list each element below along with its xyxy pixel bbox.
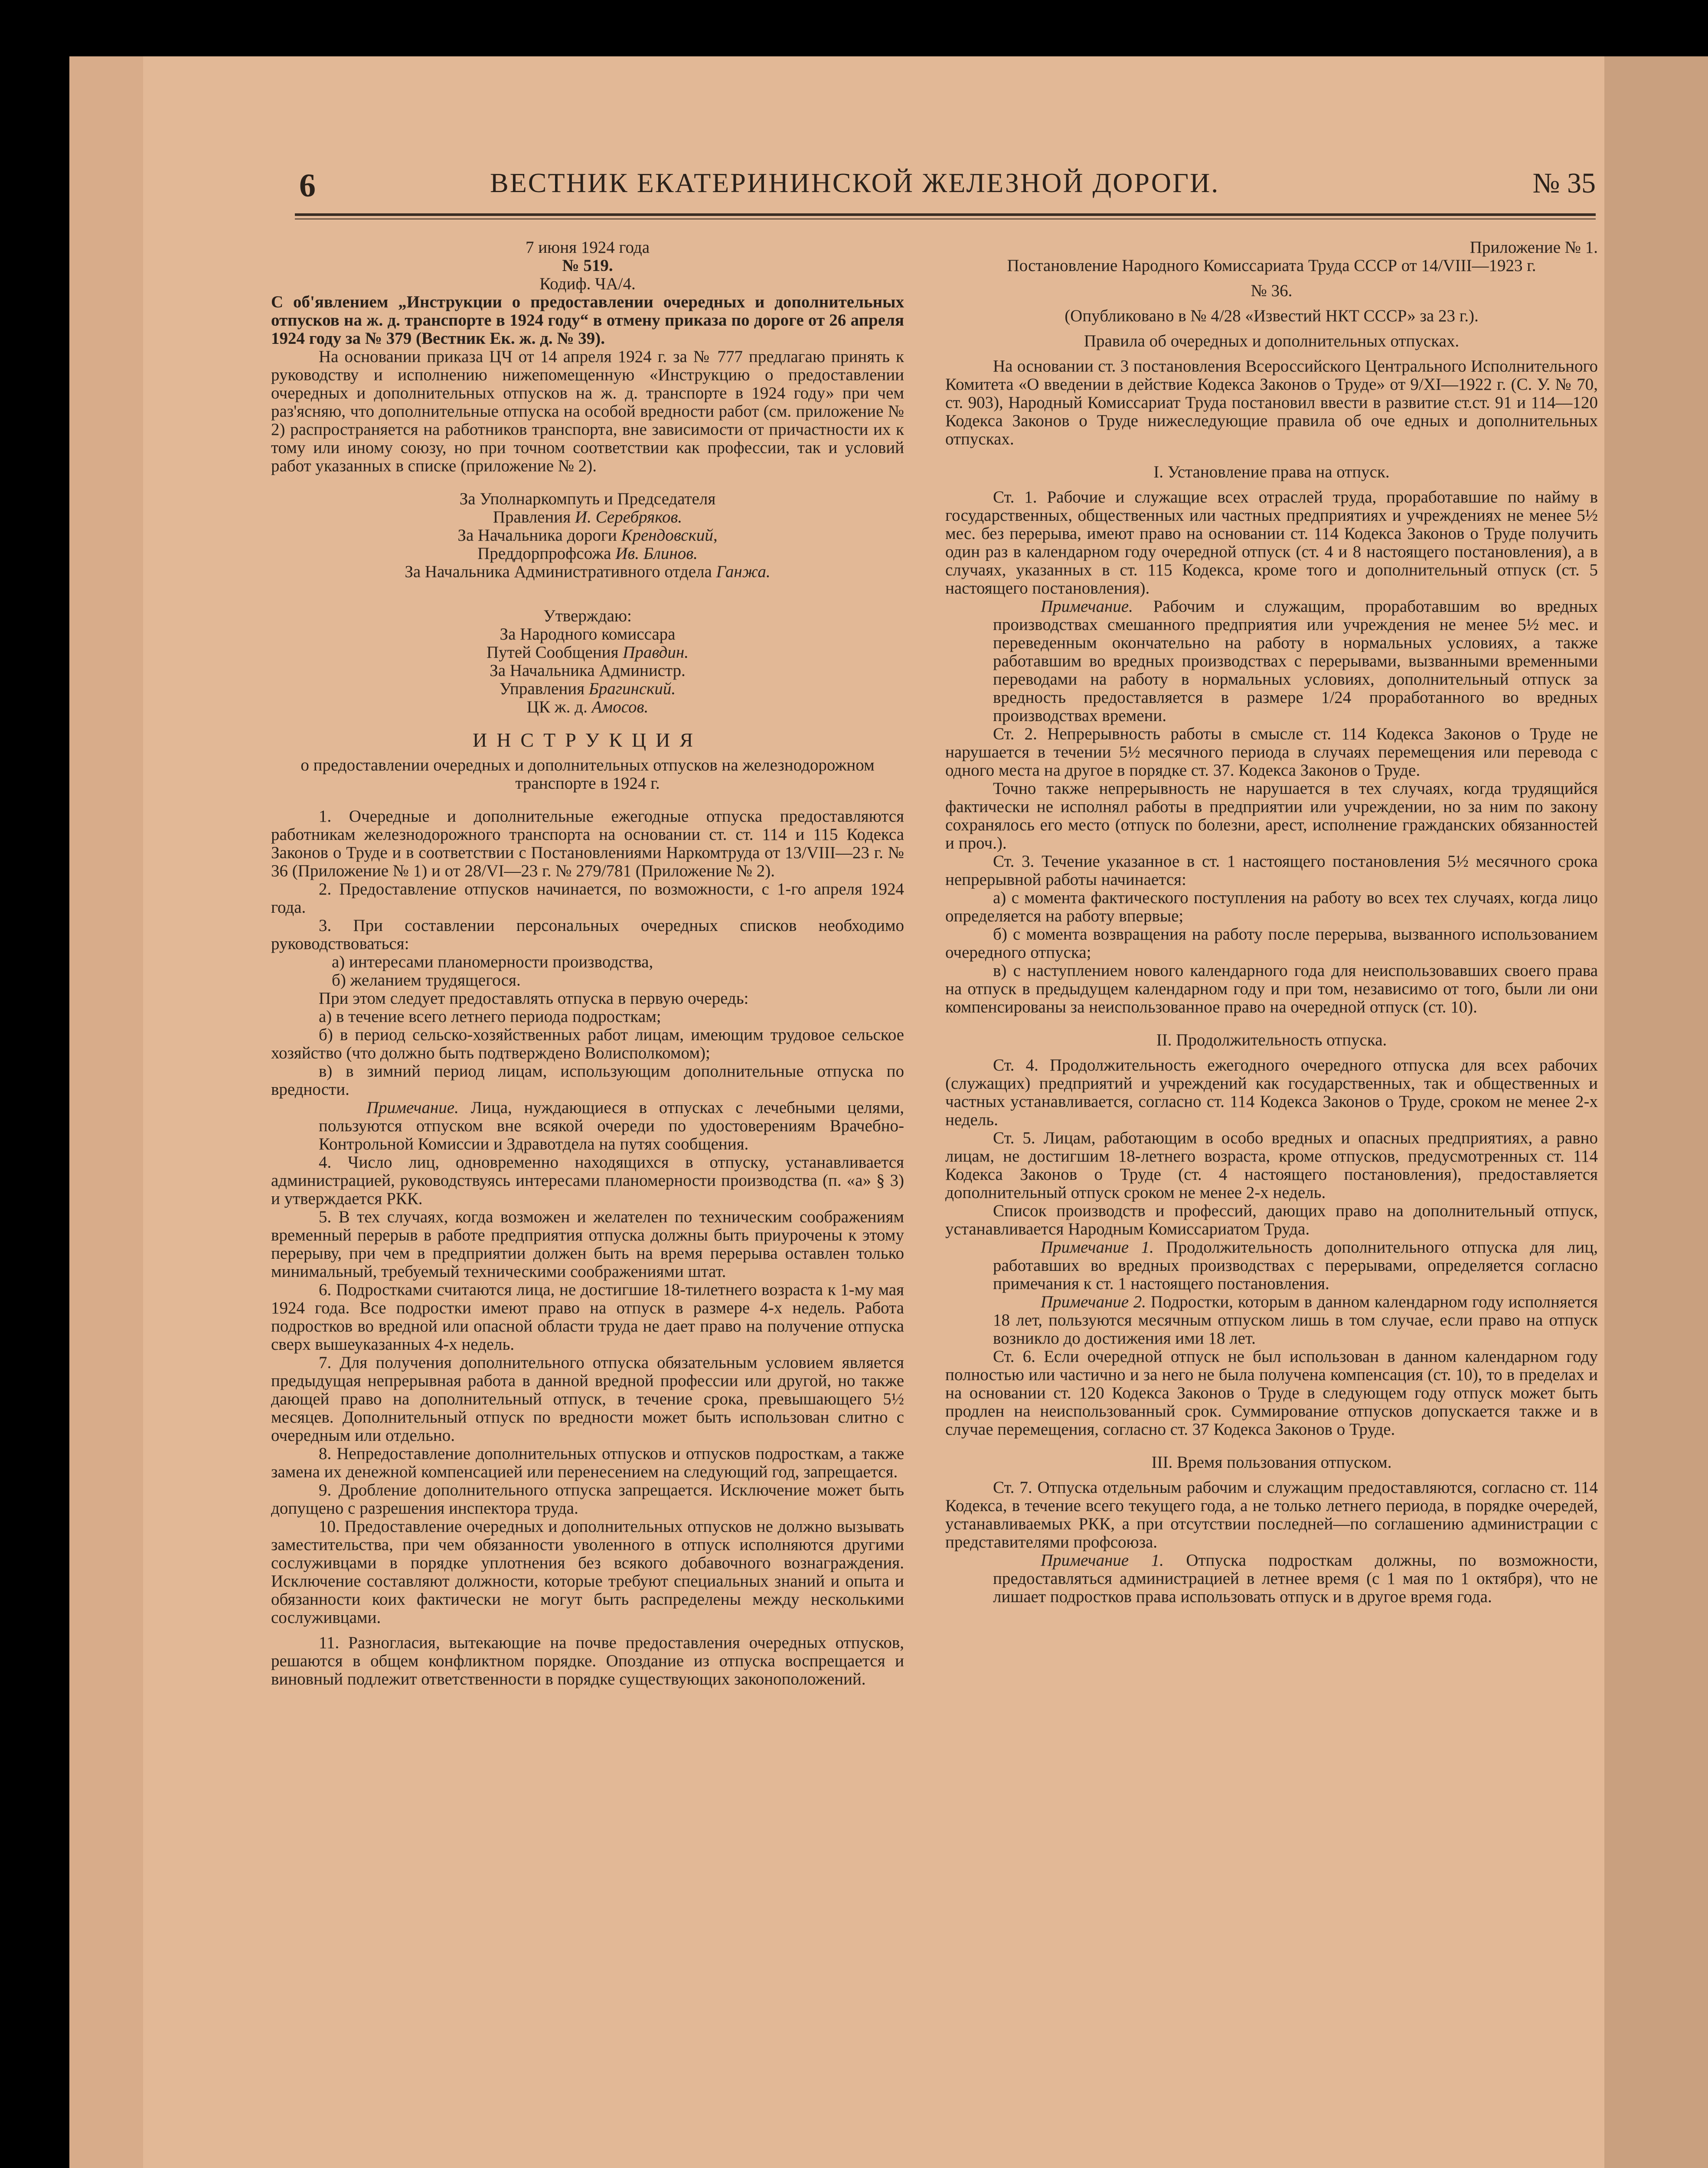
instruction-item-3c: При этом следует предоставлять отпуска в первую очередь: [319, 989, 749, 1008]
instruction-item-3b: б) желанием трудящегося. [332, 971, 521, 989]
instruction-item-10: 10. Предоставление очередных и дополнительных отпусков не должно вызывать заместительства, при чем обязанности уволенного в отпуск исполняются другими сослуживцами в порядке уплотнения без всякого добавочного вознаграждения. Исключение составляют должности, которые требуют специальных знаний и опыта и обязанности коих фактически не могут быть распределены между несколькими сослуживцами. [271, 1517, 904, 1627]
issue-number: № 35 [1532, 167, 1596, 199]
article-note-text [993, 1238, 1598, 1293]
note-body: Отпуска подросткам должны, по возможности, предоставляться администрацией в летнее время (с 1 мая по 1 октября), что не лишает подростков права использовать отпуск и в другое время года. [993, 1551, 1598, 1606]
article-2-continued: Точно также непрерывность не нарушается в тех случаях, когда трудящийся фактически не исполнял работы в предприятии или учреждении, но за ним по закону сохранялось его место (отпуск по болезни, арест, исполнение гражданских обязанностей и проч.). [945, 779, 1598, 852]
publication-title: ВЕСТНИК ЕКАТЕРИНИНСКОЙ ЖЕЛЕЗНОЙ ДОРОГИ. [490, 167, 1220, 198]
appendix-label: Приложение № 1. [1470, 238, 1598, 257]
instruction-item-5: 5. В тех случаях, когда возможен и желателен по техническим соображениям временный перерыв в работе предприятия отпуска должны быть приурочены к этому перерыву, при чем в предприятии должен быть на время перерыва оставлен только минимальный, требуемый техническими соображениями штат. [271, 1208, 904, 1281]
running-head [299, 167, 1596, 202]
approval-line: За Начальника Администр. [490, 661, 686, 680]
section-heading: II. Продолжительность отпуска. [1156, 1031, 1387, 1049]
instruction-item-2: 2. Предоставление отпусков начинается, по возможности, с 1-го апреля 1924 года. [271, 880, 904, 917]
signature-line [271, 563, 904, 581]
article-4: Ст. 4. Продолжительность ежегодного очередного отпуска для всех рабочих (служащих) предприятий и учреждений как государственных, так и общественных и частных устанавливается, согласно ст. 114 Кодекса Законов о Труде, сроком не менее 2-х недель. [945, 1056, 1598, 1129]
article-5: Ст. 5. Лицам, работающим в особо вредных и опасных предприятиях, а равно лицам, не достигшим 18-летнего возраста, кроме отпусков, предусмотренных ст. 114 Кодекса Законов о Труде (ст. 4 настоящего постановления), предоставляется дополнительный отпуск сроком не менее 2-х недель. [945, 1129, 1598, 1202]
note-body: Лица, нуждающиеся в отпусках с лечебными целями, пользуются отпуском вне всякой очереди по удостоверениям Врачебно-Контрольной Комиссии и Здравотдела на путях сообщения. [319, 1098, 904, 1153]
instruction-item-3: 3. При составлении персональных очередных списков необходимо руководствоваться: [271, 916, 904, 953]
signature-line [271, 526, 904, 545]
article-3: Ст. 3. Течение указанное в ст. 1 настоящего постановления 5½ месячного срока непрерывной работы начинается: [945, 852, 1598, 889]
article-3c: в) с наступлением нового календарного года для неиспользовавших своего права на отпуск в предыдущем календарном году и при том, независимо от того, были ли они компенсированы за неиспользованное право на очередной отпуск (ст. 10). [945, 961, 1598, 1016]
instruction-note-text [319, 1099, 904, 1153]
order-intro: На основании приказа ЦЧ от 14 апреля 1924 г. за № 777 предлагаю принять к руководству и исполнению нижепомещенную «Инструкцию о предоставлении очередных и дополнительных отпусков на ж. д. транспорте в 1924 году» при чем раз'ясняю, что дополнительные отпуска на особой вредности работ (см. приложение № 2) распространяется на работников транспорта, вне зависимости от причастности их к тому или иному союзу, но при точном соответствии как профессии, так и условий работ указанных в списке (приложение № 2). [271, 347, 904, 475]
signature-line [271, 545, 904, 563]
instruction-item-9: 9. Дробление дополнительного отпуска запрещается. Исключение может быть допущено с разрешения инспектора труда. [271, 1481, 904, 1518]
order-number: № 519. [562, 256, 613, 275]
signature-name: Ив. Блинов. [615, 544, 698, 563]
approval-role: ЦК ж. д. [526, 698, 588, 716]
decree-number: № 36. [1251, 281, 1293, 300]
page-number: 6 [299, 167, 316, 204]
signature-name: Крендовский, [621, 526, 718, 545]
instruction-note [271, 1099, 904, 1153]
article-3a: а) с момента фактического поступления на работу во всех тех случаях, когда лицо определяется на работу впервые; [945, 888, 1598, 925]
note-label: Примечание 1. [1041, 1238, 1154, 1257]
article-7-note [945, 1551, 1598, 1606]
instruction-item-3e: б) в период сельско-хозяйственных работ лицам, имеющим трудовое сельское хозяйство (что должно быть подтверждено Волисполкомом); [271, 1025, 904, 1062]
note-label: Примечание. [1041, 597, 1133, 616]
article-2: Ст. 2. Непрерывность работы в смысле ст. 114 Кодекса Законов о Труде не нарушается в течении 5½ месячного периода в случаях перемещения или перевода с одного места на другое в порядке ст. 37. Кодекса Законов о Труде. [945, 725, 1598, 780]
instruction-title: ИНСТРУКЦИЯ [472, 729, 703, 751]
instruction-item-11: 11. Разногласия, вытекающие на почве предоставления очередных отпусков, решаются в общем конфликтном порядке. Опоздание из отпуска воспрещается и виновный подлежит ответственности в порядке существующих законоположений. [271, 1633, 904, 1688]
approval-line [271, 643, 904, 662]
instruction-item-3a: а) интересами планомерности производства, [332, 953, 653, 971]
note-body: Продолжительность дополнительного отпуска для лиц, работавших во вредных производствах с перерывами, определяется согласно примечания к ст. 1 настоящего постановления. [993, 1238, 1598, 1293]
instruction-item-3d: а) в течение всего летнего периода подросткам; [319, 1007, 661, 1026]
note-label: Примечание 1. [1041, 1551, 1164, 1570]
signature-line [271, 508, 904, 526]
signature-name: Ганжа. [716, 562, 771, 581]
decree-title: Постановление Народного Комиссариата Труда СССР от 14/VIII—1923 г. [1007, 256, 1536, 275]
article-5-notes [945, 1238, 1598, 1348]
instruction-item-7: 7. Для получения дополнительного отпуска обязательным условием является предыдущая непрерывная работа в данной вредной профессии или другой, но также дающей право на дополнительный отпуск, в течение срока, превышающего 5½ месяцев. Дополнительный отпуск по вредности может быть использован слитно с очередным или отдельно. [271, 1353, 904, 1445]
signature-role: Правления [493, 508, 571, 526]
approval-block [271, 607, 904, 716]
article-note-text [993, 1293, 1598, 1348]
rules-title: Правила об очередных и дополнительных отпусках. [1084, 332, 1460, 350]
signature-name: И. Серебряков. [575, 508, 683, 526]
instruction-item-1: 1. Очередные и дополнительные ежегодные отпуска предоставляются работникам железнодорожного транспорта на основании ст. ст. 114 и 115 Кодекса Законов о Труде и в соответствии с Постановлениями Наркомтруда от 13/VIII—23 г. № 36 (Приложение № 1) и от 28/VI—23 г. № 279/781 (Приложение № 2). [271, 807, 904, 880]
instruction-item-3f: в) в зимний период лицам, использующим дополнительные отпуска по вредности. [271, 1062, 904, 1099]
note-body: Подростки, которым в данном календарном году исполняется 18 лет, пользуются месячным отпуском лишь в том случае, если право на отпуск возникло до достижения ими 18 лет. [993, 1293, 1598, 1348]
instruction-item-8: 8. Непредоставление дополнительных отпусков и отпусков подросткам, а также замена их денежной компенсацией или перенесением на следующий год, запрещается. [271, 1444, 904, 1481]
approval-role: Путей Сообщения [487, 643, 619, 662]
order-code: Кодиф. ЧА/4. [539, 274, 636, 293]
article-5-continued: Список производств и профессий, дающих право на дополнительный отпуск, устанавливается Народным Комиссариатом Труда. [945, 1202, 1598, 1238]
header-rule [295, 213, 1596, 216]
approval-line: Утверждаю: [543, 607, 632, 625]
article-note-text [993, 1551, 1598, 1606]
approval-line [271, 698, 904, 716]
article-note-text [993, 598, 1598, 725]
article-1: Ст. 1. Рабочие и служащие всех отраслей труда, проработавшие по найму в государственных, общественных или частных предприятиях и учреждениях не менее 5½ мес. без перерыва, имеют право на основании ст. 114 Кодекса Законов о Труде получить один раз в календарном году очередной отпуск (ст. 4 и 8 настоящего постановления), а в случаях, указанных в ст. 115 Кодекса, кроме того и дополнительный отпуск (ст. 5 настоящего постановления). [945, 488, 1598, 598]
order-date: 7 июня 1924 года [525, 238, 650, 257]
approval-line [271, 680, 904, 698]
signature-role: За Начальника Административного отдела [405, 562, 712, 581]
publication-note: (Опубликовано в № 4/28 «Известий НКТ СССР» за 23 г.). [1065, 307, 1479, 325]
order-subject: С об'явлением „Инструкции о предоставлении очередных и дополнительных отпусков на ж. д. транспорте в 1924 году“ в отмену приказа по дороге от 26 апреля 1924 году за № 379 (Вестник Ек. ж. д. № 39). [271, 293, 904, 348]
page-left-margin [69, 56, 143, 2168]
article-3b: б) с момента возвращения на работу после перерыва, вызванного использованием очередного отпуска; [945, 925, 1598, 962]
section-heading: I. Установление права на отпуск. [1153, 463, 1390, 481]
approval-name: Брагинский. [588, 679, 676, 698]
right-column [945, 238, 1598, 2116]
instruction-item-6: 6. Подростками считаются лица, не достигшие 18-тилетнего возраста к 1-му мая 1924 года. Все подростки имеют право на отпуск в размере 4-х недель. Работа подростков во вредной или опасной области труда не дает право на получение отпуска сверх вышеуказанных 4-х недель. [271, 1280, 904, 1354]
rules-intro: На основании ст. 3 постановления Всероссийского Центрального Исполнительного Комитета «О введении в действие Кодекса Законов о Труде» от 9/XI—1922 г. (С. У. № 70, ст. 903), Народный Комиссариат Труда постановил ввести в развитие ст.ст. 91 и 114—120 Кодекса Законов о Труде нижеследующие правила об оче едных и дополнительных отпусках. [945, 357, 1598, 448]
instruction-item-4: 4. Число лиц, одновременно находящихся в отпуску, устанавливается администрацией, руководствуясь интересами планомерности производства (п. «а» § 3) и утверждается РКК. [271, 1153, 904, 1208]
approval-name: Амосов. [591, 698, 649, 716]
note-label: Примечание. [366, 1098, 459, 1117]
article-1-note [945, 598, 1598, 725]
note-label: Примечание 2. [1041, 1293, 1146, 1311]
note-body: Рабочим и служащим, проработавшим во вредных производствах смешанного предприятия или учреждения не менее 5½ мес. и переведенным окончательно на работу в нормальных условиях, а также работавшим во вредных производствах с перерывами, вызванными временными переводами на работу в нормальных условиях, дополнительный отпуск за вредность предоставляется в размере 1/24 проработанного во вредных производствах времени. [993, 597, 1598, 725]
instruction-subtitle: о предоставлении очередных и дополнительных отпусков на железнодорожном транспорте в 1924 г. [300, 756, 875, 793]
approval-line: За Народного комиссара [500, 625, 676, 643]
signature-role: Преддорпрофсожа [477, 544, 611, 563]
signatures [271, 490, 904, 581]
article-7: Ст. 7. Отпуска отдельным рабочим и служащим предоставляются, согласно ст. 114 Кодекса, в течение всего текущего года, а не только летнего периода, в порядке очередей, устанавливаемых РКК, а при отсутствии последней—по соглашению администрации с представителями профсоюза. [945, 1478, 1598, 1551]
signature-line: За Уполнаркомпуть и Председателя [459, 490, 716, 508]
adjacent-page-edge [1604, 56, 1708, 2168]
left-column [271, 238, 904, 2116]
article-6: Ст. 6. Если очередной отпуск не был использован в данном календарном году полностью или частично и за него не была получена компенсация (ст. 10), то в пределах и на основании ст. 120 Кодекса Законов о Труде в следующем году отпуск может быть продлен на неиспользованный срок. Суммирование отпусков допускается также и в случае перемещения, согласно ст. 37 Кодекса Законов о Труде. [945, 1347, 1598, 1439]
approval-name: Правдин. [623, 643, 689, 662]
approval-role: Управления [499, 679, 585, 698]
signature-role: За Начальника дороги [457, 526, 617, 545]
section-heading: III. Время пользования отпуском. [1151, 1453, 1392, 1472]
